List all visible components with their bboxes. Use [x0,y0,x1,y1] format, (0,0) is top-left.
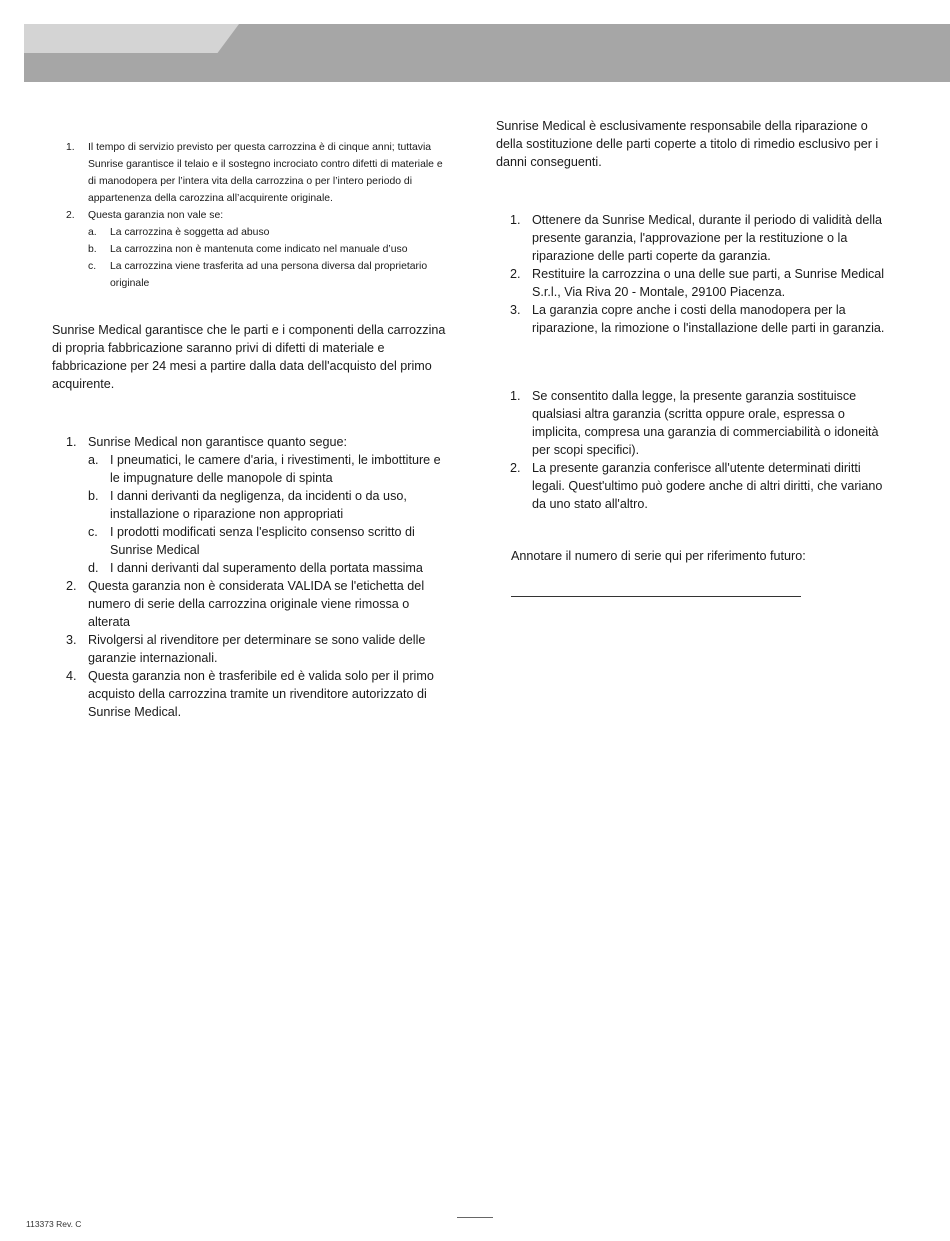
sub-list-item: b. La carrozzina non è mantenuta come indicato nel manuale d’uso [88,244,408,255]
list-item-text: Il tempo di servizio previsto per questa carrozzina è di cinque anni; tuttavia Sunrise garantisce il telaio e il sostegno incrociato contro difetti di materiale e di manodopera per l’intera vita della carrozzina o per l’intero periodo di appartenenza della carozzina all’acquirente originale. [88,142,443,204]
list-item-text: La presente garanzia conferisce all'utente determinati diritti legali. Quest'ultimo può godere anche di altri diritti, che variano da uno stato all'altro. [532,461,883,511]
right-paragraph: Sunrise Medical è esclusivamente responsabile della riparazione o della sostituzione delle parti coperte a titolo di rimedio esclusivo per i danni conseguenti. [496,119,879,169]
list-item-text: La garanzia copre anche i costi della manodopera per la riparazione, la rimozione o l'installazione delle parti in garanzia. [532,303,885,335]
left-paragraph: Sunrise Medical garantisce che le parti e i componenti della carrozzina di propria fabbricazione saranno privi di difetti di materiale e fabbricazione per 24 mesi a partire dalla data dell'acquisto del primo acquirente. [52,323,446,391]
list-item-text: Sunrise Medical non garantisce quanto segue: [88,435,348,449]
list-item: 1. Se consentito dalla legge, la presente garanzia sostituisce qualsiasi altra garanzia (scritta oppure orale, espressa o implicita, compresa una garanzia di commerciabilità o idoneità per scopi specifici). [510,389,879,457]
list-item: 1. Ottenere da Sunrise Medical, durante il periodo di validità della presente garanzia, l'approvazione per la restituzione o la riparazione delle parti coperte da garanzia. [510,213,883,263]
serial-number-line [511,596,801,597]
page-number-line [457,1217,493,1218]
list-item: 2. Questa garanzia non è considerata VALIDA se l'etichetta del numero di serie della carrozzina originale viene rimossa o alterata [66,579,425,629]
list-item-text: Rivolgersi al rivenditore per determinare se sono valide delle garanzie internazionali. [88,633,426,665]
serial-note: Annotare il numero di serie qui per riferimento futuro: [511,549,806,563]
list-item: 3. La garanzia copre anche i costi della manodopera per la riparazione, la rimozione o l'installazione delle parti in garanzia. [510,303,885,335]
sub-list-item: b. I danni derivanti da negligenza, da incidenti o da uso, installazione o riparazione non appropriati [88,489,407,521]
list-item-text: Questa garanzia non è trasferibile ed è valida solo per il primo acquisto della carrozzina tramite un rivenditore autorizzato di Sunrise Medical. [88,669,434,719]
list-item-text: Se consentito dalla legge, la presente garanzia sostituisce qualsiasi altra garanzia (scritta oppure orale, espressa o implicita, compresa una garanzia di commerciabilità o idoneità per scopi specifici). [532,389,879,457]
list-item: 1. Sunrise Medical non garantisce quanto segue: a. I pneumatici, le camere d'aria, i rivestimenti, le imbottiture e le impugnature delle manopole di spinta b. I danni derivanti da negligenza, da incidenti o da uso, installazione o riparazione non appropriati c. I prodotti modificati senza l'esplicito consenso scritto di Sunrise Medical d. I danni derivanti dal superamento della portata massima [52,433,448,577]
right-list-1 [496,211,896,337]
sub-list-item: a. La carrozzina è soggetta ad abuso [88,227,270,238]
doc-code: 113373 Rev. C [26,1219,82,1229]
sub-list-item: a. I pneumatici, le camere d'aria, i rivestimenti, le imbottiture e le impugnature delle manopole di spinta [88,453,441,485]
list-item-text: Questa garanzia non vale se: [88,210,224,221]
list-item: 2. La presente garanzia conferisce all'utente determinati diritti legali. Quest'ultimo può godere anche di altri diritti, che variano da uno stato all'altro. [510,461,883,511]
list-item-text: Restituire la carrozzina o una delle sue parti, a Sunrise Medical S.r.l., Via Riva 20 - Montale, 29100 Piacenza. [532,267,885,299]
header-tab [24,24,239,53]
sub-list-item: c. I prodotti modificati senza l'esplicito consenso scritto di Sunrise Medical [88,525,415,557]
list-item: 4. Questa garanzia non è trasferibile ed è valida solo per il primo acquisto della carrozzina tramite un rivenditore autorizzato di Sunrise Medical. [66,669,434,719]
list-item: 2. Restituire la carrozzina o una delle sue parti, a Sunrise Medical S.r.l., Via Riva 20 - Montale, 29100 Piacenza. [510,267,885,299]
list-item: 2. Questa garanzia non vale se: a. La carrozzina è soggetta ad abuso b. La carrozzina non è mantenuta come indicato nel manuale d’uso c. La carrozzina viene trasferita ad una persona diversa dal proprietario originale [52,207,448,292]
sub-list-item: c. La carrozzina viene trasferita ad una persona diversa dal proprietario originale [88,261,428,289]
list-item-text: Ottenere da Sunrise Medical, durante il periodo di validità della presente garanzia, l'approvazione per la restituzione o la riparazione delle parti coperte da garanzia. [532,213,883,263]
sub-list-item: d. I danni derivanti dal superamento della portata massima [88,561,423,575]
left-list-1 [52,139,448,292]
list-item-text: Questa garanzia non è considerata VALIDA se l'etichetta del numero di serie della carrozzina originale viene rimossa o alterata [88,579,425,629]
right-list-2 [496,387,896,513]
left-list-2 [52,433,448,721]
list-item: 1. Il tempo di servizio previsto per questa carrozzina è di cinque anni; tuttavia Sunrise garantisce il telaio e il sostegno incrociato contro difetti di materiale e di manodopera per l’intera vita della carrozzina o per l’intero periodo di appartenenza della carozzina all’acquirente originale. [66,142,443,204]
list-item: 3. Rivolgersi al rivenditore per determinare se sono valide delle garanzie internazionali. [66,633,426,665]
